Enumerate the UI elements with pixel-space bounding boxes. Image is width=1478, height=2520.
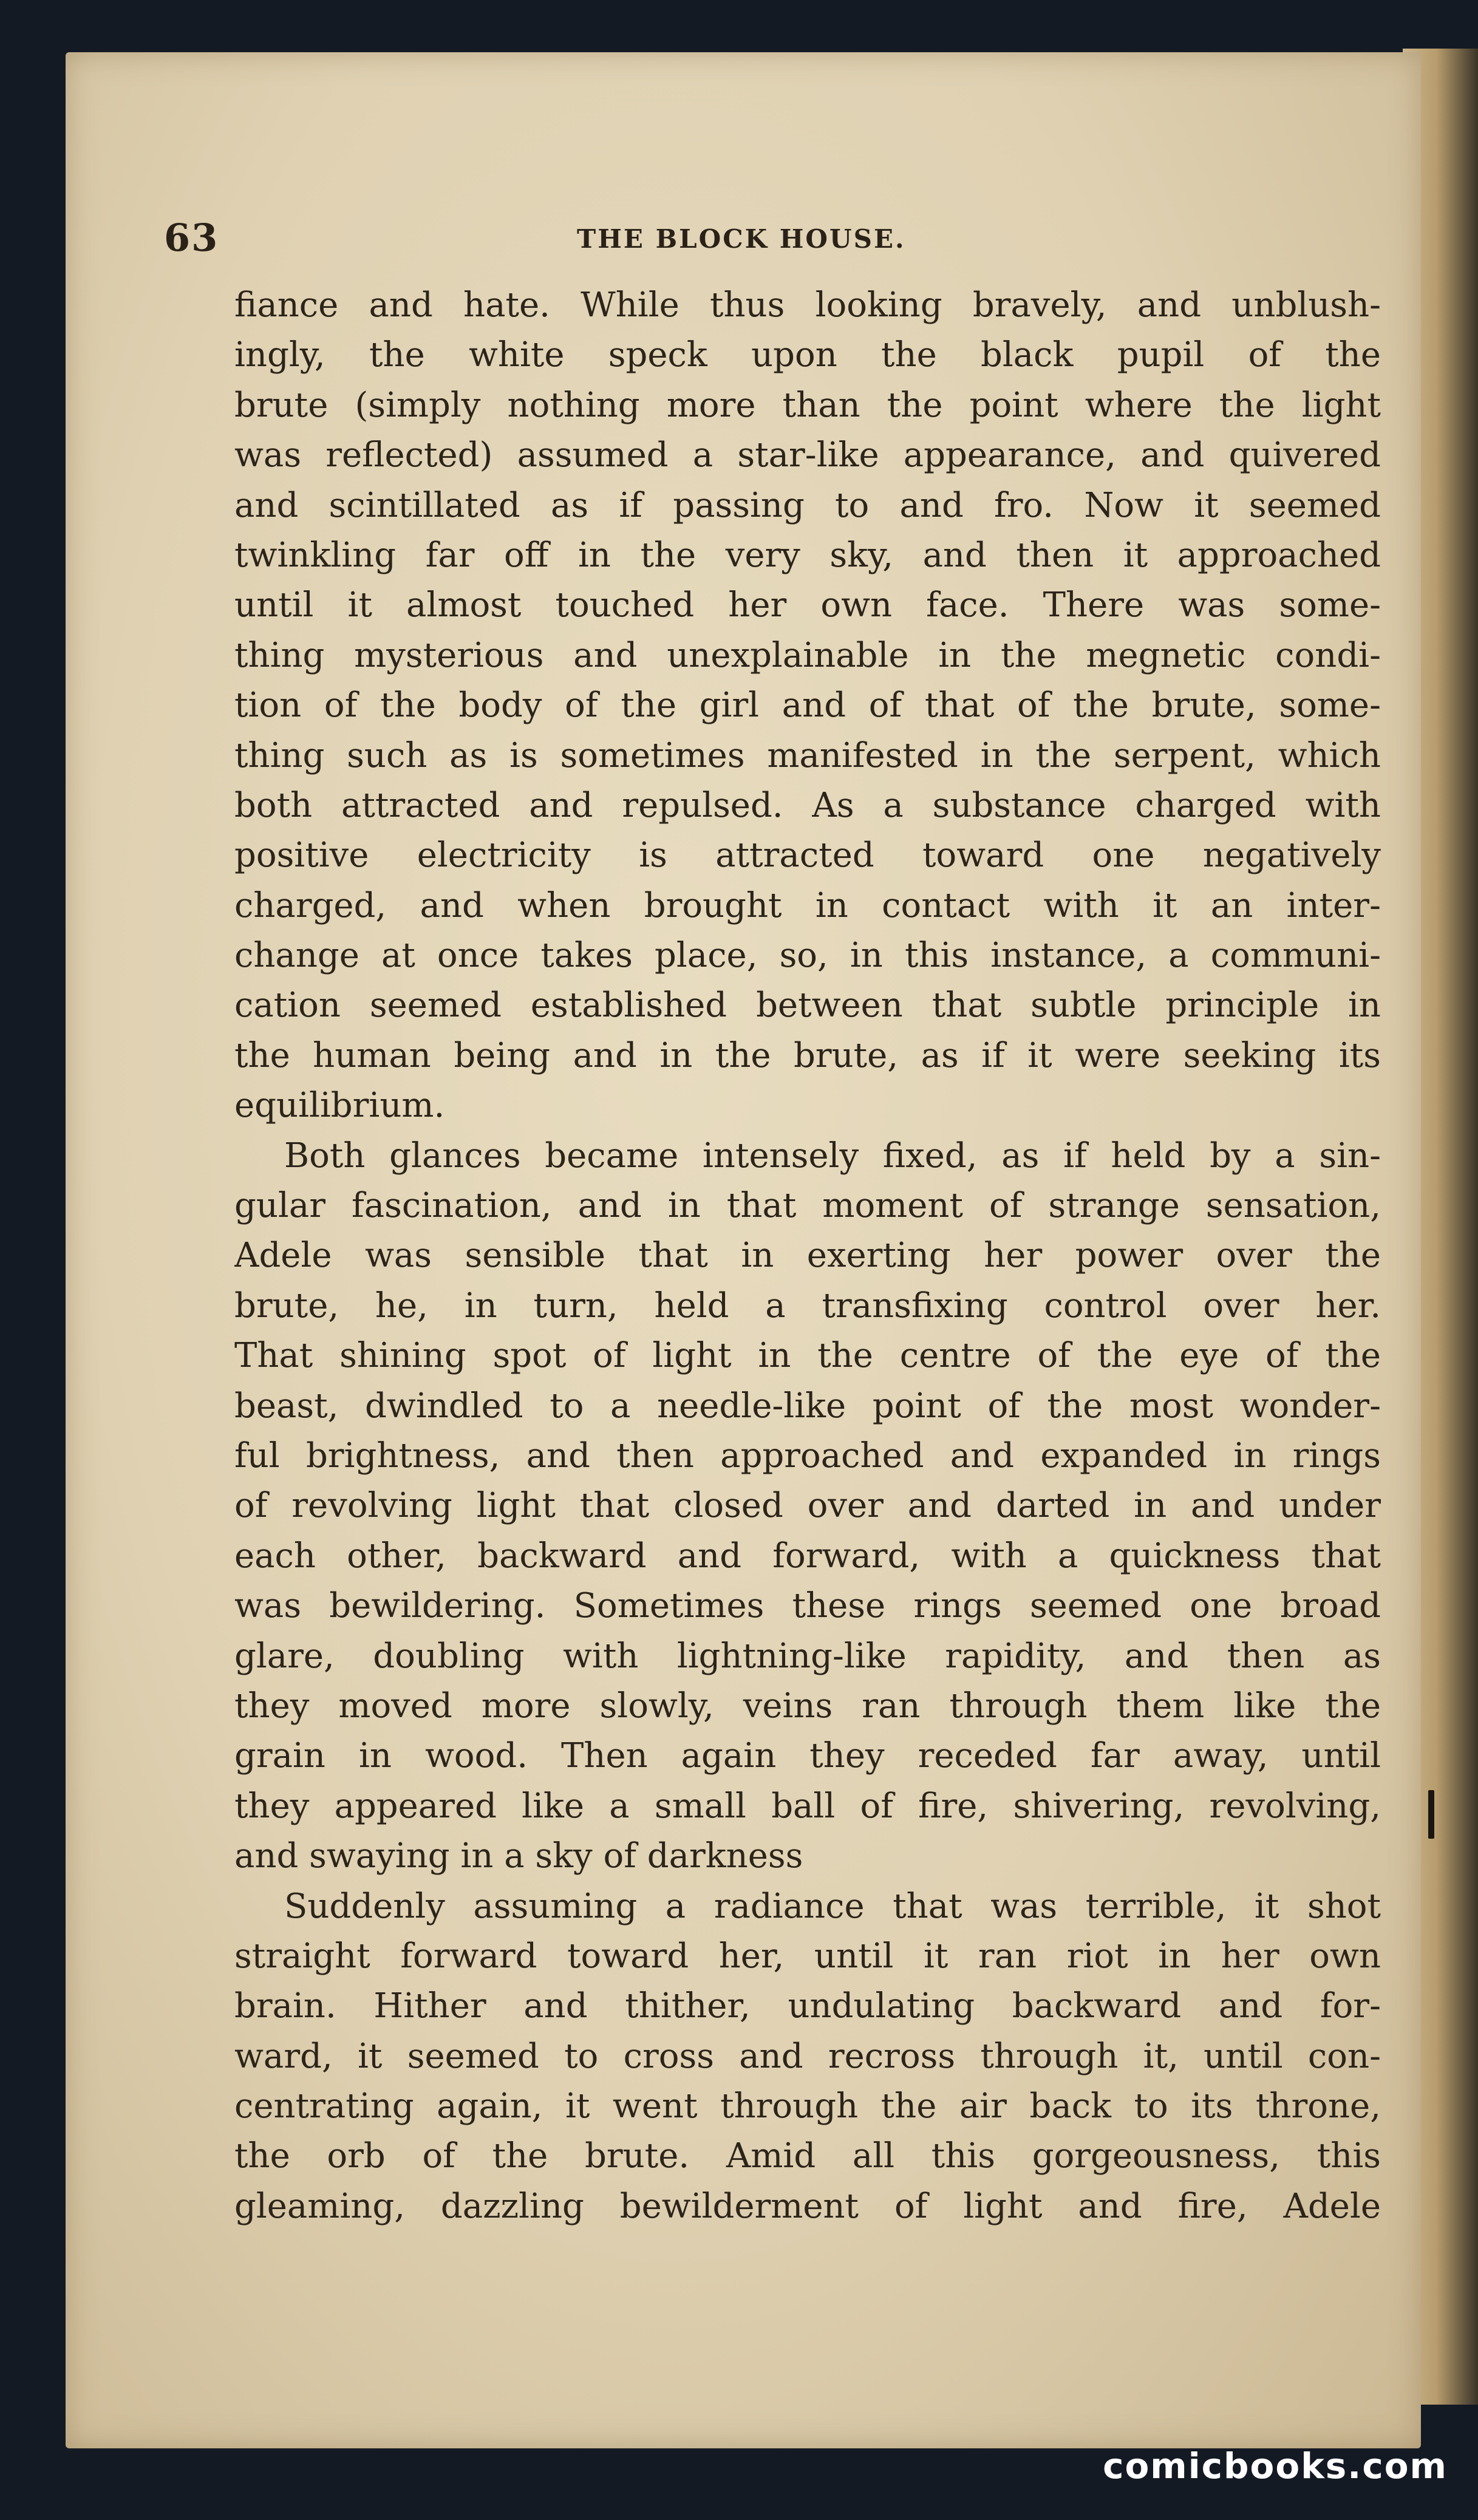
text-line: Suddenly assuming a radiance that was terrible, it shot bbox=[284, 1886, 1381, 1926]
text-line: fiance and hate. While thus looking bravely, and unblush- bbox=[234, 285, 1381, 325]
text-line: thing such as is sometimes manifested in the serpent, which bbox=[234, 735, 1381, 775]
text-line: both attracted and repulsed. As a substance charged with bbox=[234, 785, 1381, 825]
text-line: twinkling far off in the very sky, and then it approached bbox=[234, 535, 1381, 575]
text-line: positive electricity is attracted toward one negatively bbox=[234, 836, 1381, 876]
paragraph-2 bbox=[234, 1131, 1381, 1882]
text-line: beast, dwindled to a needle-like point of the most wonder- bbox=[234, 1386, 1381, 1426]
text-line: gular fascination, and in that moment of strange sensation, bbox=[234, 1186, 1381, 1226]
text-line: brute (simply nothing more than the point where the light bbox=[234, 385, 1381, 425]
text-line: straight forward toward her, until it ran riot in her own bbox=[234, 1936, 1381, 1976]
text-line: change at once takes place, so, in this instance, a communi- bbox=[234, 936, 1381, 976]
text-line: ward, it seemed to cross and recross through it, until con- bbox=[234, 2036, 1381, 2076]
text-line: the human being and in the brute, as if it were seeking its bbox=[234, 1035, 1381, 1075]
text-line: That shining spot of light in the centre of the eye of the bbox=[234, 1336, 1381, 1376]
text-line: thing mysterious and unexplainable in the megnetic condi- bbox=[234, 635, 1381, 675]
text-line: Adele was sensible that in exerting her power over the bbox=[234, 1236, 1381, 1276]
text-line: each other, backward and forward, with a quickness that bbox=[234, 1536, 1381, 1576]
text-line: ingly, the white speck upon the black pupil of the bbox=[234, 335, 1381, 375]
text-line: cation seemed established between that subtle principle in bbox=[234, 986, 1381, 1026]
paragraph-3 bbox=[234, 1882, 1381, 2232]
text-line: charged, and when brought in contact with it an inter- bbox=[234, 885, 1381, 925]
text-line: tion of the body of the girl and of that of the brute, some- bbox=[234, 686, 1381, 726]
text-line: was bewildering. Sometimes these rings seemed one broad bbox=[234, 1586, 1381, 1626]
text-line: glare, doubling with lightning-like rapidity, and then as bbox=[234, 1636, 1381, 1676]
text-line: gleaming, dazzling bewilderment of light and fire, Adele bbox=[234, 2186, 1381, 2226]
text-line: they appeared like a small ball of fire, shivering, revolving, bbox=[234, 1786, 1381, 1826]
text-line: until it almost touched her own face. There was some- bbox=[234, 585, 1381, 625]
text-line: centrating again, it went through the air back to its throne, bbox=[234, 2086, 1381, 2127]
text-line: was reflected) assumed a star-like appearance, and quivered bbox=[234, 435, 1381, 475]
text-line: Both glances became intensely fixed, as if held by a sin- bbox=[284, 1136, 1381, 1176]
paragraph-1 bbox=[234, 281, 1381, 1131]
watermark: comicbooks.com bbox=[1103, 2445, 1448, 2487]
page-number: 63 bbox=[164, 216, 219, 260]
text-line: brain. Hither and thither, undulating backward and for- bbox=[234, 1986, 1381, 2026]
text-line: equilibrium. bbox=[234, 1086, 445, 1126]
text-line: ful brightness, and then approached and expanded in rings bbox=[234, 1435, 1381, 1476]
text-line: of revolving light that closed over and darted in and under bbox=[234, 1486, 1381, 1526]
running-title: THE BLOCK HOUSE. bbox=[577, 224, 906, 254]
text-line: and swaying in a sky of darkness bbox=[234, 1836, 803, 1876]
text-line: grain in wood. Then again they receded far away, until bbox=[234, 1736, 1381, 1776]
body-text bbox=[234, 281, 1381, 2232]
text-line: they moved more slowly, veins ran through them like the bbox=[234, 1686, 1381, 1726]
text-line: brute, he, in turn, held a transfixing control over her. bbox=[234, 1286, 1381, 1326]
text-line: and scintillated as if passing to and fro. Now it seemed bbox=[234, 485, 1381, 525]
text-line: the orb of the brute. Amid all this gorgeousness, this bbox=[234, 2136, 1381, 2176]
page-header bbox=[164, 216, 1366, 276]
margin-pencil-mark bbox=[1428, 1790, 1434, 1839]
